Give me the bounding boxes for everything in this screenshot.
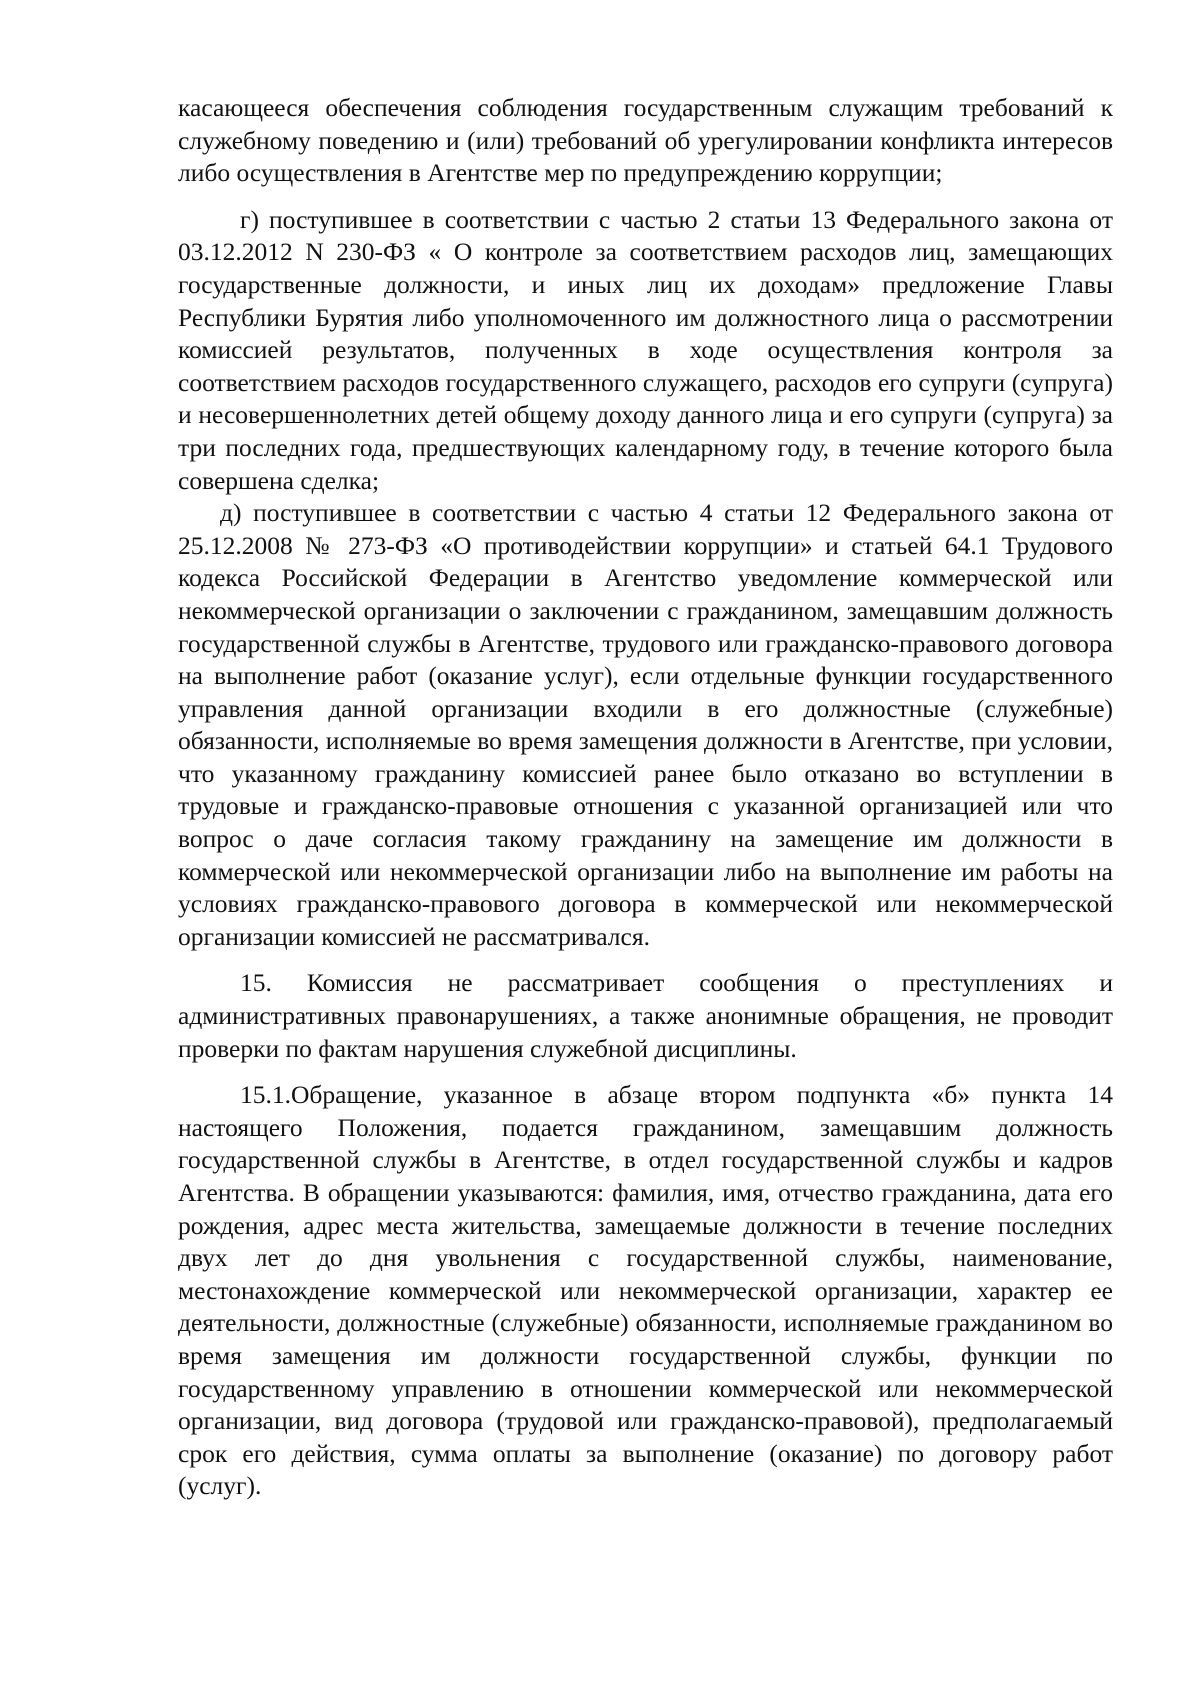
paragraph-item-g: г) поступившее в соответствии с частью 2 статьи 13 Федерального закона от 03.12.2012 N 230-ФЗ « О контроле за соответствием расходов лиц, замещающих государственные должности, и иных лиц их доходам» предложение Главы Республики Бурятия либо уполномоченного им должностного лица о рассмотрении комиссией результатов, полученных в ходе осуществления контроля за соответствием расходов государственного служащего, расходов его супруги (супруга) и несовершеннолетних детей общему доходу данного лица и его супруги (супруга) за три последних года, предшествующих календарному году, в течение которого была совершена сделка; xyxy=(178,204,1113,495)
paragraph-item-d: д) поступившее в соответствии с частью 4 статьи 12 Федерального закона от 25.12.2008 № 273-ФЗ «О противодействии коррупции» и статьей 64.1 Трудового кодекса Российской Федерации в Агентство уведомление коммерческой или некоммерческой организации о заключении с гражданином, замещавшим должность государственной службы в Агентстве, трудового или гражданско-правового договора на выполнение работ (оказание услуг), если отдельные функции государственного управления данной организации входили в его должностные (служебные) обязанности, исполняемые во время замещения должности в Агентстве, при условии, что указанному гражданину комиссией ранее было отказано во вступлении в трудовые и гражданско-правовые отношения с указанной организацией или что вопрос о даче согласия такому гражданину на замещение им должности в коммерческой или некоммерческой организации либо на выполнение им работы на условиях гражданско-правового договора в коммерческой или некоммерческой организации комиссией не рассматривался. xyxy=(178,498,1113,951)
paragraph-continuation: касающееся обеспечения соблюдения государственным служащим требований к служебному поведению и (или) требований об урегулировании конфликта интересов либо осуществления в Агентстве мер по предупреждению коррупции; xyxy=(178,93,1113,188)
paragraph-15: 15. Комиссия не рассматривает сообщения о преступлениях и административных правонарушениях, а также анонимные обращения, не проводит проверки по фактам нарушения служебной дисциплины. xyxy=(178,968,1113,1063)
document-page xyxy=(178,92,1113,1503)
paragraph-15-1: 15.1.Обращение, указанное в абзаце втором подпункта «б» пункта 14 настоящего Положения, подается гражданином, замещавшим должность государственной службы в Агентстве, в отдел государственной службы и кадров Агентства. В обращении указываются: фамилия, имя, отчество гражданина, дата его рождения, адрес места жительства, замещаемые должности в течение последних двух лет до дня увольнения с государственной службы, наименование, местонахождение коммерческой или некоммерческой организации, характер ее деятельности, должностные (служебные) обязанности, исполняемые гражданином во время замещения им должности государственной службы, функции по государственному управлению в отношении коммерческой или некоммерческой организации, вид договора (трудовой или гражданско-правовой), предполагаемый срок его действия, сумма оплаты за выполнение (оказание) по договору работ (услуг). xyxy=(178,1080,1113,1501)
